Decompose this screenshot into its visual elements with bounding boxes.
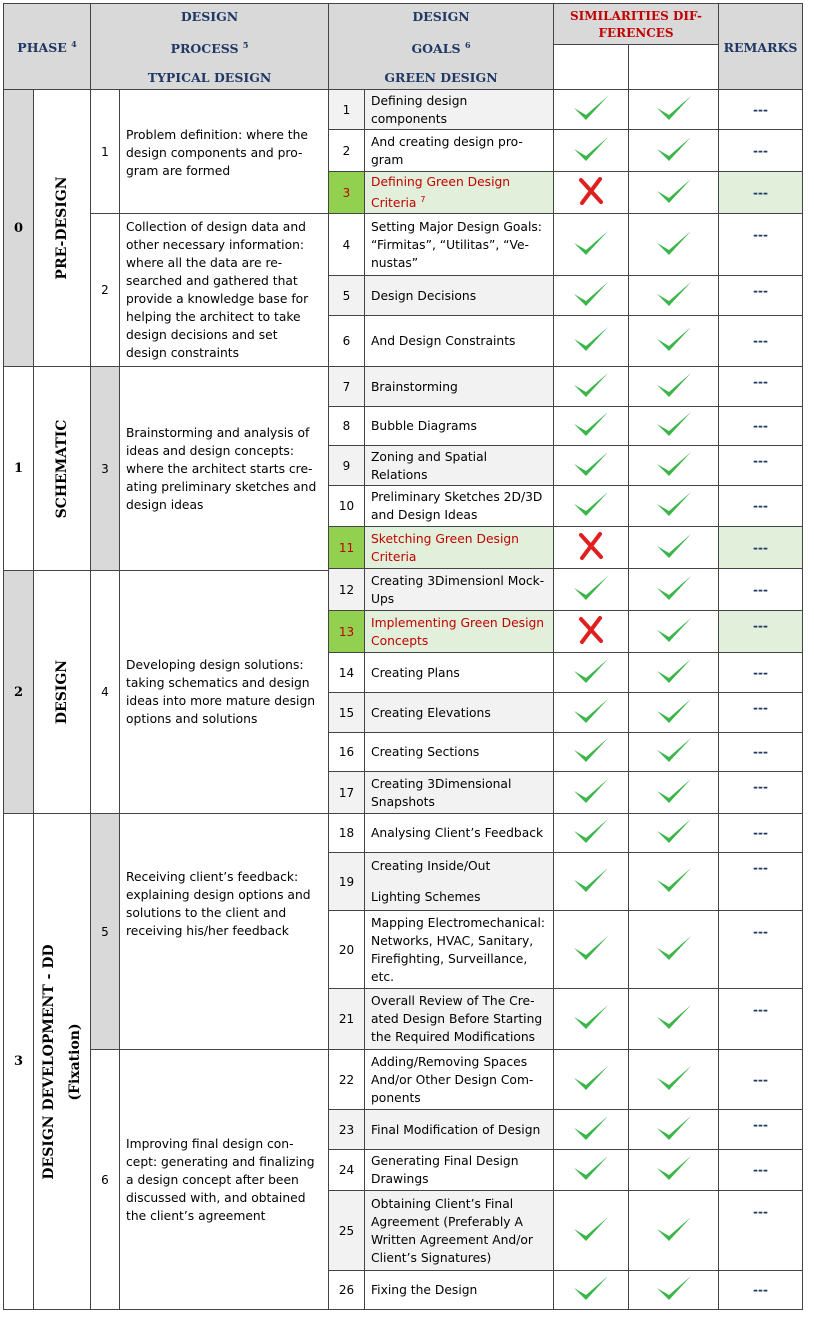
check-icon: [654, 531, 694, 565]
check-icon: [654, 615, 694, 649]
check-icon: [571, 865, 611, 899]
typical-design-mark: [554, 1191, 629, 1271]
goal-label-line2: Lighting Schemes: [371, 890, 481, 904]
goal-label: Overall Review of The Cre-ated Design Before Starting the Required Modifications: [371, 994, 543, 1044]
goal-label-text: [371, 378, 458, 396]
green-design-mark: [629, 276, 719, 316]
header-typical-design: TYPICAL DESIGN: [147, 70, 272, 85]
check-icon: [571, 324, 611, 358]
cross-icon: [578, 616, 604, 648]
goal-number: 17: [329, 772, 365, 814]
green-design-mark: [629, 214, 719, 276]
remark: ---: [719, 90, 803, 130]
goal-number: 2: [329, 130, 365, 172]
typical-design-mark: [554, 446, 629, 486]
goal-number: 9: [329, 446, 365, 486]
remark: ---: [719, 172, 803, 214]
process-number: 5: [91, 814, 120, 1050]
goal-label: Creating 3Dimensionl Mock-Ups: [371, 573, 545, 606]
check-icon: [571, 656, 611, 690]
typical-design-mark: [554, 853, 629, 911]
typical-design-mark: [554, 1150, 629, 1191]
goal-label-text: [371, 1152, 547, 1188]
phase-name: DESIGN: [54, 659, 70, 725]
check-icon: [654, 933, 694, 967]
remark: ---: [719, 407, 803, 446]
goal-label: Creating Plans: [371, 665, 460, 680]
process-description-text: Collection of design data and other necessary information: where all the data are re-searched and gathered that provide a knowledge base for helping the architect to take design decisions and set design constraints: [126, 220, 309, 360]
phase-name-cell: [34, 814, 91, 1310]
goal-label-text: [371, 824, 543, 842]
green-design-mark: [629, 446, 719, 486]
typical-design-mark: [554, 486, 629, 527]
goal-number: 8: [329, 407, 365, 446]
typical-design-mark: [554, 1271, 629, 1310]
remark: ---: [719, 316, 803, 367]
check-icon: [571, 1002, 611, 1036]
phase-name-cell: [34, 367, 91, 571]
check-icon: [654, 1153, 694, 1187]
remark: ---: [719, 367, 803, 407]
goal-label-text: [371, 332, 515, 350]
goal-label: Bubble Diagrams: [371, 419, 477, 433]
check-icon: [571, 449, 611, 483]
check-icon: [654, 370, 694, 404]
goal-label-text: [371, 1281, 477, 1299]
typical-design-mark: [554, 90, 629, 130]
goal-label-text: [371, 417, 477, 435]
typical-design-mark: [554, 611, 629, 653]
goal-label-cell: [365, 214, 554, 276]
check-icon: [654, 1214, 694, 1248]
check-icon: [571, 696, 611, 730]
goal-number: 22: [329, 1050, 365, 1110]
goal-label: Obtaining Client’s Final Agreement (Preferably A Written Agreement And/or Client’s Signatures): [371, 1196, 533, 1265]
typical-design-mark: [554, 1050, 629, 1110]
remark: ---: [719, 611, 803, 653]
goal-number: 16: [329, 733, 365, 772]
goal-label: Design Decisions: [371, 288, 477, 303]
goal-label-cell: [365, 911, 554, 989]
goal-label-cell: [365, 653, 554, 693]
goal-number: 24: [329, 1150, 365, 1191]
green-design-mark: [629, 1191, 719, 1271]
check-icon: [571, 409, 611, 443]
phase-subtitle: (Fixation): [67, 1022, 83, 1101]
goal-label-text: [371, 133, 547, 169]
green-design-mark: [629, 90, 719, 130]
goal-label-text: [371, 287, 476, 305]
goal-label-text: [371, 448, 547, 484]
goal-label-text: [371, 614, 547, 650]
goal-label-cell: [365, 814, 554, 853]
goal-label-cell: [365, 1110, 554, 1150]
check-icon: [571, 1214, 611, 1248]
check-icon: [654, 176, 694, 210]
check-icon: [654, 573, 694, 607]
goal-label-text: [371, 572, 547, 608]
goal-number: 6: [329, 316, 365, 367]
goal-label-cell: [365, 367, 554, 407]
typical-design-mark: [554, 367, 629, 407]
check-icon: [571, 735, 611, 769]
process-description: [120, 1050, 329, 1310]
goal-label-text: [371, 857, 490, 906]
check-icon: [654, 735, 694, 769]
goal-label-text: [371, 664, 460, 682]
goal-label-text: [371, 173, 547, 212]
header-phase: [3, 3, 91, 90]
goal-label-cell: [365, 446, 554, 486]
goal-label: Final Modification of Design: [371, 1122, 541, 1137]
goal-number: 10: [329, 486, 365, 527]
check-icon: [571, 776, 611, 810]
goal-label-cell: [365, 276, 554, 316]
header-goals-line1: DESIGN: [412, 9, 470, 24]
goal-number: 26: [329, 1271, 365, 1310]
goal-label-text: [371, 704, 491, 722]
goal-label: Sketching Green Design Criteria: [371, 531, 519, 564]
green-design-mark: [629, 1271, 719, 1310]
header-remarks-label: REMARKS: [723, 40, 798, 55]
typical-design-mark: [554, 276, 629, 316]
remark: ---: [719, 446, 803, 486]
green-design-mark: [629, 814, 719, 853]
phase-name: DESIGN DEVELOPMENT - DD: [41, 943, 57, 1180]
goal-number: 12: [329, 569, 365, 611]
remark: ---: [719, 1110, 803, 1150]
phase-name-cell: [34, 90, 91, 367]
check-icon: [654, 93, 694, 127]
remark: ---: [719, 814, 803, 853]
typical-design-mark: [554, 814, 629, 853]
goal-label-text: [371, 218, 547, 272]
header-goals-footnote: 6: [464, 40, 471, 50]
remark: ---: [719, 486, 803, 527]
green-design-mark: [629, 1150, 719, 1191]
goal-label-text: [371, 530, 547, 566]
typical-design-mark: [554, 527, 629, 569]
goal-number: 3: [329, 172, 365, 214]
green-design-mark: [629, 853, 719, 911]
header-phase-label: PHASE: [17, 40, 67, 56]
phase-number: 3: [3, 814, 34, 1310]
check-icon: [654, 489, 694, 523]
goal-label: Defining design components: [371, 93, 468, 126]
remark: ---: [719, 853, 803, 911]
green-design-mark: [629, 989, 719, 1050]
check-icon: [571, 573, 611, 607]
goal-label-cell: [365, 1191, 554, 1271]
check-icon: [654, 656, 694, 690]
typical-design-mark: [554, 172, 629, 214]
header-process-line2: PROCESS: [170, 41, 239, 57]
check-icon: [654, 1063, 694, 1097]
goal-number: 7: [329, 367, 365, 407]
typical-design-mark: [554, 772, 629, 814]
process-number: 1: [91, 90, 120, 214]
goal-label-cell: [365, 527, 554, 569]
check-icon: [571, 1113, 611, 1147]
goal-number: 19: [329, 853, 365, 911]
green-design-mark: [629, 653, 719, 693]
typical-design-mark: [554, 569, 629, 611]
goal-label: Creating Elevations: [371, 705, 491, 720]
goal-number: 1: [329, 90, 365, 130]
green-design-mark: [629, 172, 719, 214]
typical-design-mark: [554, 214, 629, 276]
green-design-mark: [629, 772, 719, 814]
typical-design-mark: [554, 989, 629, 1050]
check-icon: [571, 370, 611, 404]
process-description: [120, 90, 329, 214]
typical-design-mark: [554, 693, 629, 733]
goal-label: Creating Inside/Out: [371, 859, 491, 873]
process-description-text: Brainstorming and analysis of ideas and design concepts: where the architect starts cre-ating preliminary sketches and design ideas: [126, 425, 317, 512]
phase-number: 0: [3, 90, 34, 367]
header-design-goals: [329, 3, 554, 90]
check-icon: [571, 489, 611, 523]
process-description: [120, 571, 329, 814]
process-description-text: Problem definition: where the design components and pro-gram are formed: [126, 128, 308, 178]
process-description: [120, 214, 329, 367]
green-design-mark: [629, 569, 719, 611]
typical-design-mark: [554, 1110, 629, 1150]
green-design-mark: [629, 130, 719, 172]
goal-label-cell: [365, 130, 554, 172]
green-design-mark: [629, 486, 719, 527]
goal-label-cell: [365, 853, 554, 911]
check-icon: [571, 1063, 611, 1097]
remark: ---: [719, 569, 803, 611]
goal-label: Mapping Electromechanical: Networks, HVAC, Sanitary, Firefighting, Surveillance, etc.: [371, 915, 546, 984]
typical-design-mark: [554, 653, 629, 693]
green-design-mark: [629, 527, 719, 569]
header-similarities-differences: [554, 3, 719, 45]
phase-name: PRE-DESIGN: [54, 176, 70, 280]
goal-label-text: [371, 992, 547, 1046]
goal-number: 11: [329, 527, 365, 569]
phase-name-cell: [34, 571, 91, 814]
goal-label-text: [371, 743, 479, 761]
check-icon: [654, 776, 694, 810]
goal-label-cell: [365, 316, 554, 367]
check-icon: [571, 134, 611, 168]
goal-label-text: [371, 775, 547, 811]
header-process-footnote: 5: [242, 40, 249, 50]
typical-design-mark: [554, 733, 629, 772]
process-number: 4: [91, 571, 120, 814]
goal-label: Generating Final Design Drawings: [371, 1154, 519, 1186]
goal-label: Defining Green Design Criteria: [371, 174, 511, 211]
goal-number: 5: [329, 276, 365, 316]
check-icon: [654, 324, 694, 358]
cross-icon: [578, 532, 604, 564]
goal-label: Setting Major Design Goals: “Firmitas”, “Utilitas”, “Ve-nustas”: [371, 219, 542, 270]
header-design-process: [91, 3, 329, 90]
remark: ---: [719, 693, 803, 733]
goal-number: 13: [329, 611, 365, 653]
process-number: 3: [91, 367, 120, 571]
header-green-design: GREEN DESIGN: [384, 70, 498, 85]
check-icon: [571, 933, 611, 967]
goal-number: 20: [329, 911, 365, 989]
check-icon: [571, 1273, 611, 1307]
goal-label-cell: [365, 407, 554, 446]
goal-number: 25: [329, 1191, 365, 1271]
process-description-text: Improving final design con-cept: generating and finalizing a design concept after been discussed with, and obtained the client’s agreement: [126, 1136, 315, 1223]
goal-label-cell: [365, 1050, 554, 1110]
remark: ---: [719, 989, 803, 1050]
remark: ---: [719, 733, 803, 772]
check-icon: [654, 134, 694, 168]
remark: ---: [719, 276, 803, 316]
header-goals-line2: GOALS: [411, 41, 461, 57]
remark: ---: [719, 911, 803, 989]
goal-number: 23: [329, 1110, 365, 1150]
goal-label: Fixing the Design: [371, 1283, 478, 1297]
goal-label-cell: [365, 1271, 554, 1310]
check-icon: [571, 93, 611, 127]
goal-label-cell: [365, 569, 554, 611]
header-process-line1: DESIGN: [180, 9, 239, 24]
header-remarks: [719, 3, 803, 90]
process-number: 6: [91, 1050, 120, 1310]
remark: ---: [719, 130, 803, 172]
check-icon: [654, 1002, 694, 1036]
typical-design-mark: [554, 130, 629, 172]
remark: ---: [719, 1150, 803, 1191]
goal-label-cell: [365, 611, 554, 653]
remark: ---: [719, 1050, 803, 1110]
header-simdiff-line2: FERENCES: [598, 26, 674, 40]
check-icon: [654, 696, 694, 730]
process-number: 2: [91, 214, 120, 367]
check-icon: [571, 1153, 611, 1187]
cross-icon: [578, 177, 604, 209]
goal-footnote: 7: [420, 194, 426, 204]
goal-label-text: [371, 1053, 547, 1107]
goal-label-cell: [365, 1150, 554, 1191]
goal-label-cell: [365, 90, 554, 130]
goal-number: 14: [329, 653, 365, 693]
phase-number: 1: [3, 367, 34, 571]
phase-name-multiline: [36, 944, 88, 1179]
check-icon: [571, 816, 611, 850]
goal-number: 18: [329, 814, 365, 853]
goal-label: Analysing Client’s Feedback: [371, 826, 544, 840]
goal-label-text: [371, 914, 547, 986]
goal-label-text: [371, 92, 547, 128]
goal-label: Adding/Removing Spaces And/or Other Design Com-ponents: [371, 1054, 534, 1105]
header-typical-subcolumn: [554, 45, 629, 90]
check-icon: [654, 279, 694, 313]
check-icon: [654, 1273, 694, 1307]
remark: ---: [719, 653, 803, 693]
goal-label-text: [371, 1121, 540, 1139]
check-icon: [654, 1113, 694, 1147]
phase-name: SCHEMATIC: [54, 419, 70, 518]
goal-label: Creating 3Dimensional Snapshots: [371, 776, 512, 809]
phase-number: 2: [3, 571, 34, 814]
check-icon: [654, 409, 694, 443]
remark: ---: [719, 1271, 803, 1310]
green-design-mark: [629, 1110, 719, 1150]
process-description-text: Receiving client’s feedback: explaining design options and solutions to the client and receiving his/her feedback: [126, 870, 311, 938]
green-design-mark: [629, 1050, 719, 1110]
goal-number: 21: [329, 989, 365, 1050]
goal-label-text: [371, 1195, 547, 1267]
green-design-mark: [629, 733, 719, 772]
green-design-mark: [629, 316, 719, 367]
goal-label: And creating design pro-gram: [371, 134, 523, 167]
goal-label-cell: [365, 772, 554, 814]
remark: ---: [719, 1191, 803, 1271]
goal-label-cell: [365, 733, 554, 772]
header-phase-footnote: 4: [71, 39, 77, 49]
goal-label: Creating Sections: [371, 745, 480, 759]
remark: ---: [719, 527, 803, 569]
check-icon: [654, 228, 694, 262]
green-design-mark: [629, 693, 719, 733]
check-icon: [654, 816, 694, 850]
green-design-mark: [629, 407, 719, 446]
goal-label-text: [371, 488, 547, 524]
typical-design-mark: [554, 911, 629, 989]
header-simdiff-line1: SIMILARITIES DIF-: [569, 9, 703, 23]
typical-design-mark: [554, 316, 629, 367]
goal-number: 15: [329, 693, 365, 733]
header-green-subcolumn: [629, 45, 719, 90]
goal-label: Preliminary Sketches 2D/3D and Design Ideas: [371, 490, 543, 522]
goal-label: Zoning and Spatial Relations: [371, 449, 488, 482]
goal-label-cell: [365, 693, 554, 733]
check-icon: [654, 865, 694, 899]
remark: ---: [719, 214, 803, 276]
process-description: [120, 367, 329, 571]
goal-number: 4: [329, 214, 365, 276]
goal-label: And Design Constraints: [371, 334, 516, 348]
green-design-mark: [629, 911, 719, 989]
green-design-mark: [629, 367, 719, 407]
process-description-text: Developing design solutions: taking schematics and design ideas into more mature design options and solutions: [126, 658, 316, 726]
check-icon: [654, 449, 694, 483]
goal-label-cell: [365, 172, 554, 214]
check-icon: [571, 228, 611, 262]
green-design-mark: [629, 611, 719, 653]
process-description: [120, 814, 329, 1050]
check-icon: [571, 279, 611, 313]
typical-design-mark: [554, 407, 629, 446]
goal-label: Brainstorming: [371, 379, 458, 394]
remark: ---: [719, 772, 803, 814]
goal-label-cell: [365, 486, 554, 527]
goal-label: Implementing Green Design Concepts: [371, 615, 545, 648]
goal-label-cell: [365, 989, 554, 1050]
